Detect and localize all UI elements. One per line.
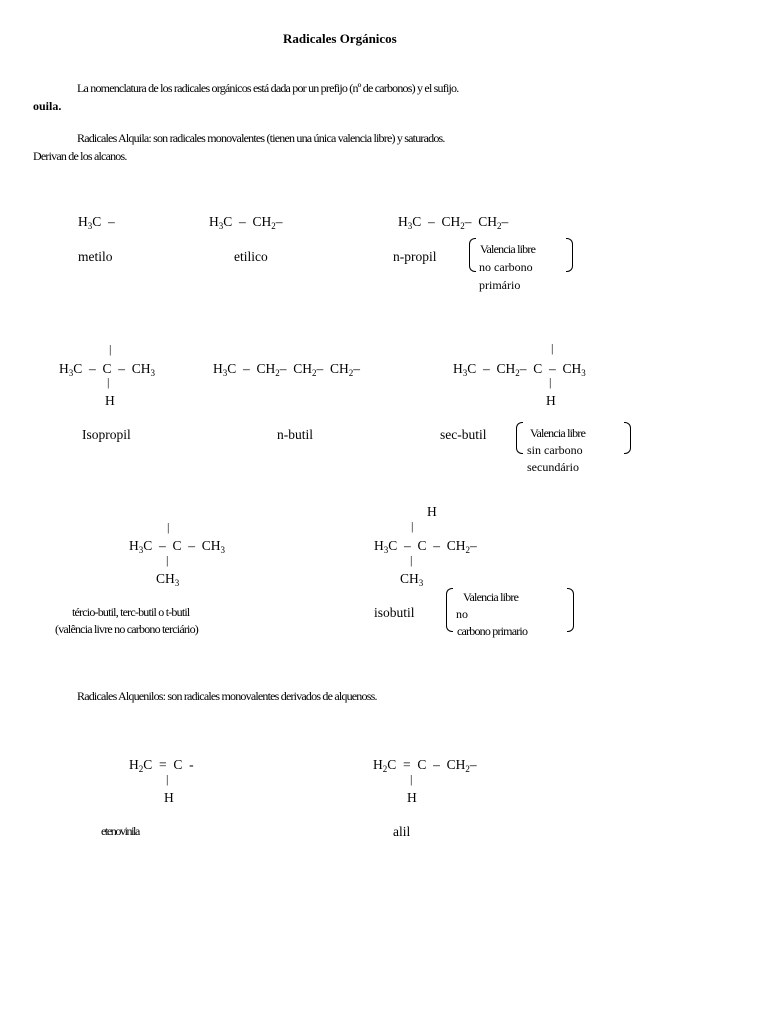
etilico-formula: $H_3C - CH_2-$	[209, 214, 283, 231]
nbutil-name: n-butil	[277, 427, 313, 442]
note-brace-right	[566, 238, 573, 272]
note3-line2: no	[456, 607, 468, 621]
secbutil-bar-top: |	[551, 341, 554, 355]
page-title: Radicales Orgánicos	[283, 31, 397, 46]
note2-line1: Valencia libre	[530, 426, 586, 440]
alquila-line-1: Radicales Alquila: son radicales monovalentes (tienen una única valencia libre) y saturados.	[77, 131, 445, 145]
terciobutil-formula: $H_3C$ – C – $CH_3$	[129, 538, 226, 555]
etenil-h: H	[164, 790, 174, 805]
isobutil-bar-bottom: |	[410, 553, 413, 567]
isobutil-bar-top: |	[411, 519, 414, 533]
isobutil-formula: $H_3C$ – C – $CH_2-$	[374, 538, 477, 555]
note3-line1: Valencia libre	[463, 590, 519, 604]
terciobutil-name: tércio-butil, terc-butil o t-butil	[72, 605, 190, 619]
etenil-formula: $H_2C = C$ -	[129, 757, 194, 774]
isopropil-bar-bottom: |	[107, 375, 110, 389]
alil-bar: |	[410, 772, 413, 786]
terciobutil-bar-bottom: |	[166, 553, 169, 567]
note2-brace-right	[624, 422, 631, 454]
note-brace-left	[469, 238, 476, 272]
note1-line1: Valencia libre	[480, 242, 536, 256]
alil-h: H	[407, 790, 417, 805]
alil-name: alil	[393, 824, 411, 839]
nbutil-formula: $H_3C - CH_2-$ $CH_2-$ $CH_2-$	[213, 361, 361, 378]
terciobutil-ch3: $CH_3$	[156, 571, 180, 588]
intro-line-2: ouila.	[33, 99, 62, 113]
metilo-formula: $H_3C$ –	[78, 214, 115, 231]
isobutil-h-top: H	[427, 504, 437, 519]
etilico-name: etilico	[234, 249, 268, 264]
note3-brace-right	[567, 588, 574, 632]
isopropil-formula: $H_3C$ – C – $CH_3$	[59, 361, 156, 378]
secbutil-formula: $H_3C - CH_2-$ C – $CH_3$	[453, 361, 586, 378]
secbutil-bar-bottom: |	[549, 375, 552, 389]
alil-formula: $H_2C = C - CH_2-$	[373, 757, 477, 774]
note1-line3: primário	[479, 278, 521, 292]
alquenilos-line-1: Radicales Alquenilos: son radicales monovalentes derivados de alquenoss.	[77, 689, 377, 703]
intro-line-1: La nomenclatura de los radicales orgánicos está dada por un prefijo (nº de carbonos) y el sufijo.	[77, 81, 459, 95]
isopropil-name: Isopropil	[82, 427, 131, 442]
terciobutil-bar-top: |	[167, 520, 170, 534]
isobutil-ch3: $CH_3$	[400, 571, 424, 588]
note2-line3: secundário	[527, 460, 579, 474]
npropil-name: n-propil	[393, 249, 437, 264]
note2-line2: sin carbono	[527, 443, 583, 457]
isobutil-name: isobutil	[374, 605, 415, 620]
alquila-line-2: Derivan de los alcanos.	[33, 149, 127, 163]
note2-brace-left	[516, 422, 523, 454]
etenil-name: etenovinila	[101, 824, 139, 838]
secbutil-name: sec-butil	[440, 427, 487, 442]
metilo-name: metilo	[78, 249, 113, 264]
npropil-formula: $H_3C - CH_2-$ $CH_2-$	[398, 214, 509, 231]
note1-line2: no carbono	[479, 260, 533, 274]
secbutil-h: H	[546, 393, 556, 408]
note3-brace-left	[446, 588, 453, 632]
note3-line3: carbono primario	[457, 624, 528, 638]
terciobutil-note: (valência livre no carbono terciário)	[55, 622, 198, 636]
isopropil-bar-top: |	[109, 342, 112, 356]
isopropil-h: H	[105, 393, 115, 408]
etenil-bar: |	[166, 772, 169, 786]
